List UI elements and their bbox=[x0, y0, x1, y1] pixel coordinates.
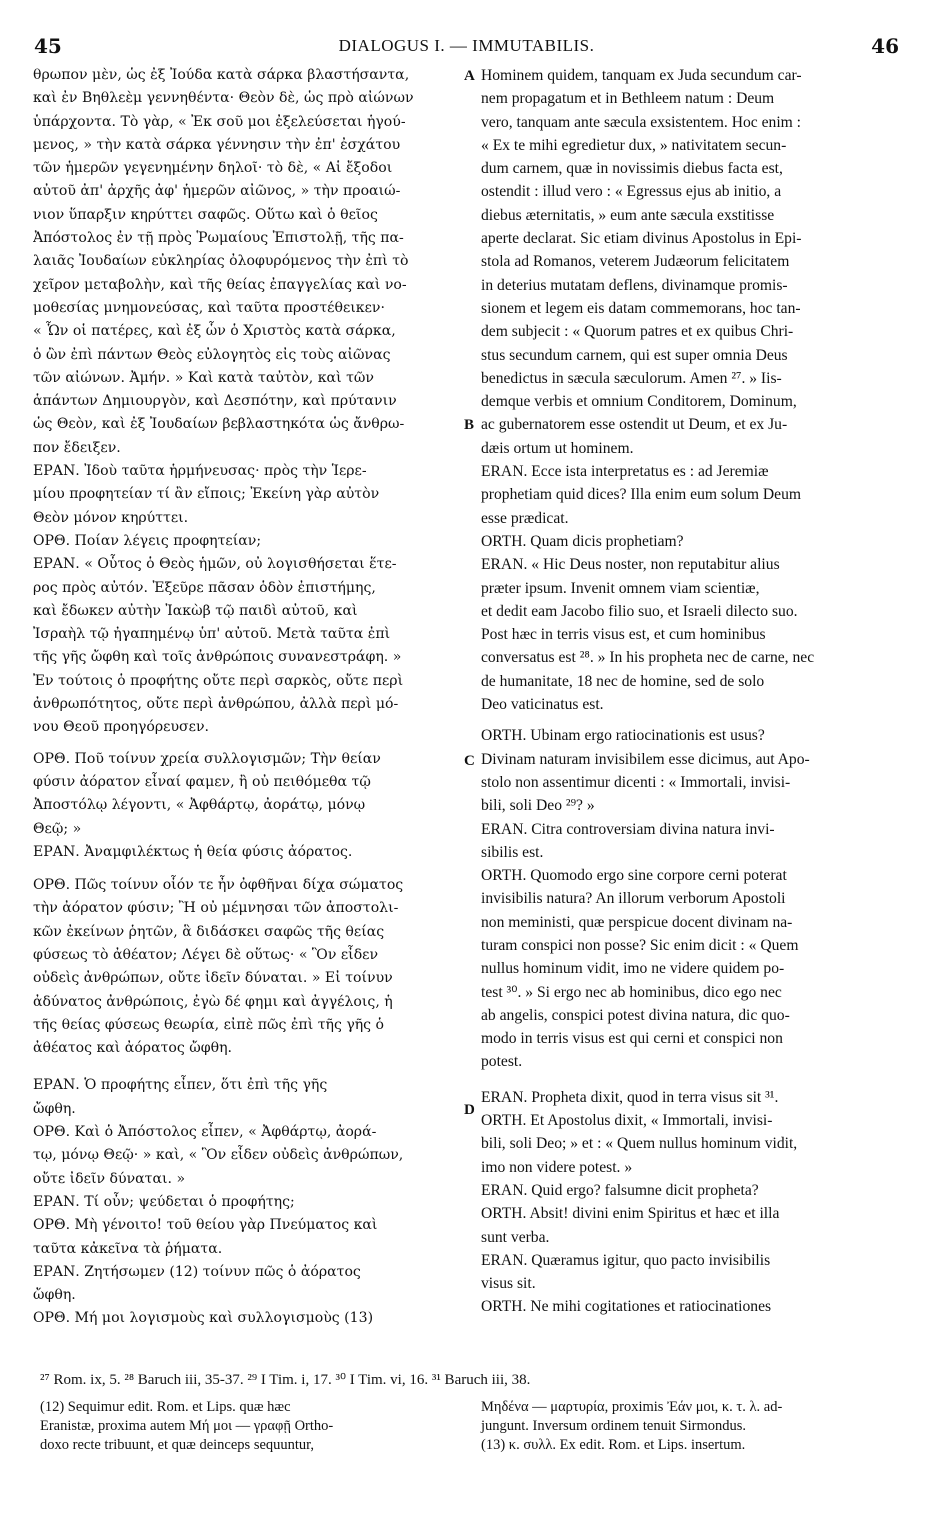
text-line: nullus hominum vidit, imo ne videre quidem po- bbox=[481, 960, 785, 978]
text-line: ERAN. « Hic Deus noster, non reputabitur alius bbox=[481, 556, 780, 574]
text-line: ἁπάντων Δημιουργὸν, καὶ Δεσπότην, καὶ πρύτανιν bbox=[33, 393, 397, 410]
text-line: sionem et legem eis datam commemorans, hoc tan- bbox=[481, 299, 801, 317]
text-line: πον ἔδειξεν. bbox=[33, 439, 121, 456]
text-line: esse prædicat. bbox=[481, 509, 569, 527]
text-line: τῶν ἡμερῶν γεγενημένην δηλοῖ· τὸ δὲ, « Αἱ ἔξοδοι bbox=[33, 160, 393, 177]
text-line: et dedit eam Jacobo filio suo, et Israeli dilecto suo. bbox=[481, 602, 798, 620]
text-line: vero, tanquam ante sæcula exsistentem. Hoc enim : bbox=[481, 113, 802, 131]
text-line: λαιᾶς Ἰουδαίων εὐκληρίας ὀλοφυρόμενος τὴν ἐπὶ τὸ bbox=[33, 253, 409, 270]
text-line: benedictus in sæcula sæculorum. Amen ²⁷. » Iis- bbox=[481, 369, 782, 387]
text-line: dum carnem, quæ in novissimis diebus facta est, bbox=[481, 160, 783, 178]
text-line: ERAN. Quæramus igitur, quo pacto invisibilis bbox=[481, 1251, 771, 1269]
text-line: φύσεως τὸ ἀθέατον; Λέγει δὲ οὕτως· « Ὃν εἶδεν bbox=[33, 946, 379, 963]
text-line: bili, soli Deo; » et : « Quem nullus hominum vidit, bbox=[481, 1135, 798, 1153]
footnote-line: (13) κ. συλλ. Ex edit. Rom. et Lips. insertum. bbox=[481, 1437, 746, 1453]
text-line: de humanitate, 18 nec de homine, sed de solo bbox=[481, 672, 765, 690]
text-line: ἀδύνατος ἀνθρώποις, ἐγὼ δέ φημι καὶ ἀγγέλοις, ἡ bbox=[33, 993, 393, 1010]
latin-block bbox=[481, 724, 906, 1073]
text-line: sunt verba. bbox=[481, 1228, 550, 1246]
text-line: ΟΡΘ. Ποίαν λέγεις προφητείαν; bbox=[33, 532, 262, 549]
text-line: ΕΡΑΝ. Ὁ προφήτης εἶπεν, ὅτι ἐπὶ τῆς γῆς bbox=[33, 1077, 328, 1094]
text-line: ὑπάρχοντα. Τὸ γὰρ, « Ἐκ σοῦ μοι ἐξελεύσεται ἡγού- bbox=[33, 113, 406, 130]
text-line: θρωπον μὲν, ὡς ἐξ Ἰούδα κατὰ σάρκα βλαστήσαντα, bbox=[33, 67, 410, 83]
text-line: τῆς θείας φύσεως θεωρία, εἰπὲ πῶς ἐπὶ τῆς γῆς ὁ bbox=[33, 1016, 385, 1033]
text-line: Ἐν τούτοις ὁ προφήτης οὔτε περὶ σαρκὸς, οὔτε περὶ bbox=[33, 672, 404, 689]
text-line: conversatus est ²⁸. » In his propheta nec de carne, nec bbox=[481, 649, 815, 667]
text-line: ostendit : illud vero : « Egressus ejus ab initio, a bbox=[481, 183, 782, 201]
text-line: ταῦτα κἀκεῖνα τὰ ῥήματα. bbox=[33, 1240, 223, 1257]
text-line: ΟΡΘ. Πῶς τοίνυν οἷόν τε ἦν ὀφθῆναι δίχα σώματος bbox=[33, 877, 404, 894]
text-line: ΕΡΑΝ. « Οὗτος ὁ Θεὸς ἡμῶν, οὐ λογισθήσεται ἕτε- bbox=[33, 556, 397, 573]
text-line: ΕΡΑΝ. Ζητήσωμεν (12) τοίνυν πῶς ὁ ἀόρατος bbox=[33, 1263, 361, 1280]
text-line: « Ὧν οἱ πατέρες, καὶ ἐξ ὧν ὁ Χριστὸς κατὰ σάρκα, bbox=[33, 323, 396, 340]
text-line: imo non videre potest. » bbox=[481, 1158, 633, 1176]
text-line: ὁ ὢν ἐπὶ πάντων Θεὸς εὐλογητὸς εἰς τοὺς αἰῶνας bbox=[33, 346, 391, 363]
text-line: ORTH. Ne mihi cogitationes et ratiocinationes bbox=[481, 1298, 772, 1316]
footnote-line: Eranistæ, proxima autem Μή μοι — γραφῇ Ortho- bbox=[40, 1418, 334, 1434]
text-line: aperte declarat. Sic etiam divinus Apostolus in Epi- bbox=[481, 230, 802, 248]
text-line: præter ipsum. Invenit omnem viam scientiæ, bbox=[481, 579, 760, 597]
greek-column bbox=[33, 64, 463, 1331]
text-line: καὶ ἔδωκεν αὐτὴν Ἰακὼβ τῷ παιδὶ αὐτοῦ, καὶ bbox=[33, 602, 358, 619]
text-line: dæis ortum ut hominem. bbox=[481, 439, 634, 457]
text-line: χεῖρον μεταβολὴν, καὶ τῆς θείας ἐπαγγελίας καὶ νο- bbox=[33, 276, 407, 293]
text-line: ΕΡΑΝ. Τί οὖν; ψεύδεται ὁ προφήτης; bbox=[33, 1193, 295, 1210]
text-line: ΟΡΘ. Μή μοι λογισμοὺς καὶ συλλογισμοὺς (13) bbox=[33, 1310, 374, 1327]
text-line: dem subjecit : « Quorum patres et ex quibus Chri- bbox=[481, 323, 794, 341]
running-title: DIALOGUS I. — IMMUTABILIS. bbox=[338, 36, 595, 55]
text-line: nem propagatum et in Bethleem natum : Deum bbox=[481, 90, 775, 108]
text-line: ΟΡΘ. Μὴ γένοιτο! τοῦ θείου γὰρ Πνεύματος καὶ bbox=[33, 1217, 378, 1234]
footnote-line: jungunt. Inversum ordinem tenuit Sirmondus. bbox=[481, 1418, 747, 1434]
text-line: diebus æternitatis, » eum ante sæcula exstitisse bbox=[481, 206, 775, 224]
text-line: ΕΡΑΝ. Ἰδοὺ ταῦτα ἡρμήνευσας· πρὸς τὴν Ἱερε- bbox=[33, 463, 367, 480]
text-line: stus secundum carnem, qui est super omnia Deus bbox=[481, 346, 788, 364]
text-line: ὡς Θεὸν, καὶ ἐξ Ἰουδαίων βεβλαστηκότα ὡς ἄνθρω- bbox=[33, 416, 405, 433]
text-line: ac gubernatorem esse ostendit ut Deum, et ex Ju- bbox=[481, 416, 788, 434]
text-line: ORTH. Ubinam ergo ratiocinationis est usus? bbox=[481, 727, 765, 745]
margin-marker-d: D bbox=[464, 1102, 475, 1118]
text-line: Ἀπόστολος ἐν τῇ πρὸς Ῥωμαίους Ἐπιστολῇ, τῆς πα- bbox=[33, 230, 404, 247]
text-line: bili, soli Deo ²⁹? » bbox=[481, 797, 595, 815]
text-line: ERAN. Quid ergo? falsumne dicit propheta? bbox=[481, 1181, 759, 1199]
text-line: potest. bbox=[481, 1053, 523, 1071]
page-number-left: 45 bbox=[34, 34, 62, 58]
text-line: τῶν αἰώνων. Ἀμήν. » Καὶ κατὰ ταὐτὸν, καὶ τῶν bbox=[33, 369, 374, 386]
text-line: οὐδεὶς ἀνθρώπων, οὔτε ἰδεῖν δύναται. » Εἰ τοίνυν bbox=[33, 970, 393, 987]
margin-marker-b: B bbox=[464, 417, 475, 433]
footnote-line: (12) Sequimur edit. Rom. et Lips. quæ hæc bbox=[40, 1399, 291, 1415]
text-line: prophetiam quid dices? Illa enim eum solum Deum bbox=[481, 486, 802, 504]
text-line: turam conspici non posse? Sic enim dicit : « Quem bbox=[481, 936, 799, 954]
text-line: stolo non assentimur dicenti : « Immortali, invisi- bbox=[481, 773, 791, 791]
text-line: τῳ, μόνῳ Θεῷ· » καὶ, « Ὃν εἶδεν οὐδεὶς ἀνθρώπων, bbox=[33, 1147, 404, 1164]
text-line: οὔτε ἰδεῖν δύναται. » bbox=[33, 1170, 186, 1187]
text-line: sibilis est. bbox=[481, 843, 544, 861]
latin-block bbox=[481, 1086, 906, 1319]
text-line: Hominem quidem, tanquam ex Juda secundum car- bbox=[481, 67, 802, 84]
text-line: καὶ ἐν Βηθλεὲμ γεννηθέντα· Θεὸν δὲ, ὡς πρὸ αἰώνων bbox=[33, 90, 414, 107]
text-line: ἀνθρωπότητος, οὔτε περὶ ἀνθρώπου, ἀλλὰ περὶ μό- bbox=[33, 696, 399, 713]
text-line: ORTH. Et Apostolus dixit, « Immortali, invisi- bbox=[481, 1112, 773, 1130]
margin-marker-c: C bbox=[464, 753, 475, 769]
text-line: ΟΡΘ. Καὶ ὁ Ἀπόστολος εἶπεν, « Ἀφθάρτῳ, ἀορά- bbox=[33, 1124, 377, 1141]
text-line: μοθεσίας μνημονεύσας, καὶ ταῦτα προστέθεικεν· bbox=[33, 299, 385, 316]
text-line: Θεὸν μόνον κηρύττει. bbox=[33, 509, 189, 526]
latin-column bbox=[481, 64, 906, 1319]
text-line: ORTH. Quam dicis prophetiam? bbox=[481, 532, 684, 550]
text-line: « Ex te mihi egredietur dux, » nativitatem secun- bbox=[481, 136, 787, 154]
text-line: visus sit. bbox=[481, 1275, 536, 1293]
greek-block bbox=[33, 874, 463, 1060]
page-number-right: 46 bbox=[871, 34, 899, 58]
text-line: ΕΡΑΝ. Ἀναμφιλέκτως ἡ θεία φύσις ἀόρατος. bbox=[33, 843, 353, 860]
text-line: Ἀποστόλῳ λέγοντι, « Ἀφθάρτῳ, ἀοράτῳ, μόνῳ bbox=[33, 797, 366, 814]
text-line: νου Θεοῦ προηγόρευσεν. bbox=[33, 719, 209, 736]
text-line: non meministi, quæ perspicue docent divinam na- bbox=[481, 913, 793, 931]
text-line: ORTH. Quomodo ergo sine corpore cerni poterat bbox=[481, 867, 787, 885]
text-line: Divinam naturam invisibilem esse dicimus, aut Apo- bbox=[481, 750, 810, 768]
greek-block bbox=[33, 748, 463, 864]
text-line: ὤφθη. bbox=[33, 1100, 76, 1117]
text-line: ΟΡΘ. Ποῦ τοίνυν χρεία συλλογισμῶν; Τὴν θείαν bbox=[33, 750, 381, 767]
margin-marker-a: A bbox=[464, 68, 475, 84]
text-line: κῶν ἐκείνων ῥητῶν, ἃ διδάσκει σαφῶς τῆς θείας bbox=[33, 923, 385, 940]
greek-block bbox=[33, 64, 463, 740]
text-line: τῆς γῆς ὤφθη καὶ τοῖς ἀνθρώποις συνανεστράφη. » bbox=[33, 649, 402, 666]
text-line: demque verbis et omnium Conditorem, Dominum, bbox=[481, 393, 797, 411]
footnote-line: Μηδένα — μαρτυρία, proximis Ἐάν μοι, κ. τ. λ. ad- bbox=[481, 1399, 783, 1415]
text-line: Deo vaticinatus est. bbox=[481, 696, 604, 714]
text-line: μίου προφητείαν τί ἂν εἴποις; Ἐκείνη γὰρ αὐτὸν bbox=[33, 486, 380, 503]
text-line: ὤφθη. bbox=[33, 1287, 76, 1304]
scripture-references: ²⁷ Rom. ix, 5. ²⁸ Baruch iii, 35-37. ²⁹ I Tim. i, 17. ³⁰ I Tim. vi, 16. ³¹ Baruch iii, 38. bbox=[40, 1372, 531, 1388]
text-line: αὐτοῦ ἀπ' ἀρχῆς ἀφ' ἡμερῶν αἰῶνος, » τὴν προαιώ- bbox=[33, 183, 401, 200]
text-line: νιον ὕπαρξιν κηρύττει σαφῶς. Οὕτω καὶ ὁ θεῖος bbox=[33, 206, 378, 223]
text-line: ab angelis, conspici potest divina natura, dic quo- bbox=[481, 1006, 790, 1024]
text-line: stola ad Romanos, veterem Judæorum felicitatem bbox=[481, 253, 790, 271]
text-line: ἀθέατος καὶ ἀόρατος ὤφθη. bbox=[33, 1040, 233, 1057]
page-header bbox=[28, 34, 905, 64]
greek-block bbox=[33, 1074, 463, 1330]
text-line: Θεῷ; » bbox=[33, 820, 82, 837]
text-line: Ἰσραὴλ τῷ ἠγαπημένῳ ὑπ' αὐτοῦ. Μετὰ ταῦτα ἐπὶ bbox=[33, 626, 391, 643]
text-line: φύσιν ἀόρατον εἶναί φαμεν, ἢ οὐ πειθόμεθα τῷ bbox=[33, 773, 371, 790]
text-line: τὴν ἀόρατον φύσιν; Ἢ οὐ μέμνησαι τῶν ἀποστολι- bbox=[33, 900, 399, 917]
footnotes-right bbox=[481, 1398, 906, 1455]
footnote-line: doxo recte tribuunt, et quæ deinceps sequuntur, bbox=[40, 1437, 315, 1453]
text-line: ORTH. Absit! divini enim Spiritus et hæc et illa bbox=[481, 1205, 780, 1223]
text-line: ρος πρὸς αὐτόν. Ἐξεῦρε πᾶσαν ὁδὸν ἐπιστήμης, bbox=[33, 579, 376, 596]
footnotes-left bbox=[40, 1398, 460, 1455]
text-line: ERAN. Propheta dixit, quod in terra visus sit ³¹. bbox=[481, 1088, 779, 1106]
text-line: ERAN. Citra controversiam divina natura invi- bbox=[481, 820, 775, 838]
text-line: invisibilis natura? An illorum verborum Apostoli bbox=[481, 890, 786, 908]
latin-block bbox=[481, 64, 906, 716]
text-line: modo in terris visus est qui cerni et conspici non bbox=[481, 1030, 783, 1048]
text-line: Post hæc in terris visus est, et cum hominibus bbox=[481, 626, 766, 644]
text-line: μενος, » τὴν κατὰ σάρκα γέννησιν τὴν ἐπ' ἐσχάτου bbox=[33, 136, 401, 153]
text-line: ERAN. Ecce ista interpretatus es : ad Jeremiæ bbox=[481, 463, 769, 481]
text-line: in deterius mutatam deflens, divinamque promis- bbox=[481, 276, 788, 294]
text-line: test ³⁰. » Si ergo nec ab hominibus, dico ego nec bbox=[481, 983, 782, 1001]
